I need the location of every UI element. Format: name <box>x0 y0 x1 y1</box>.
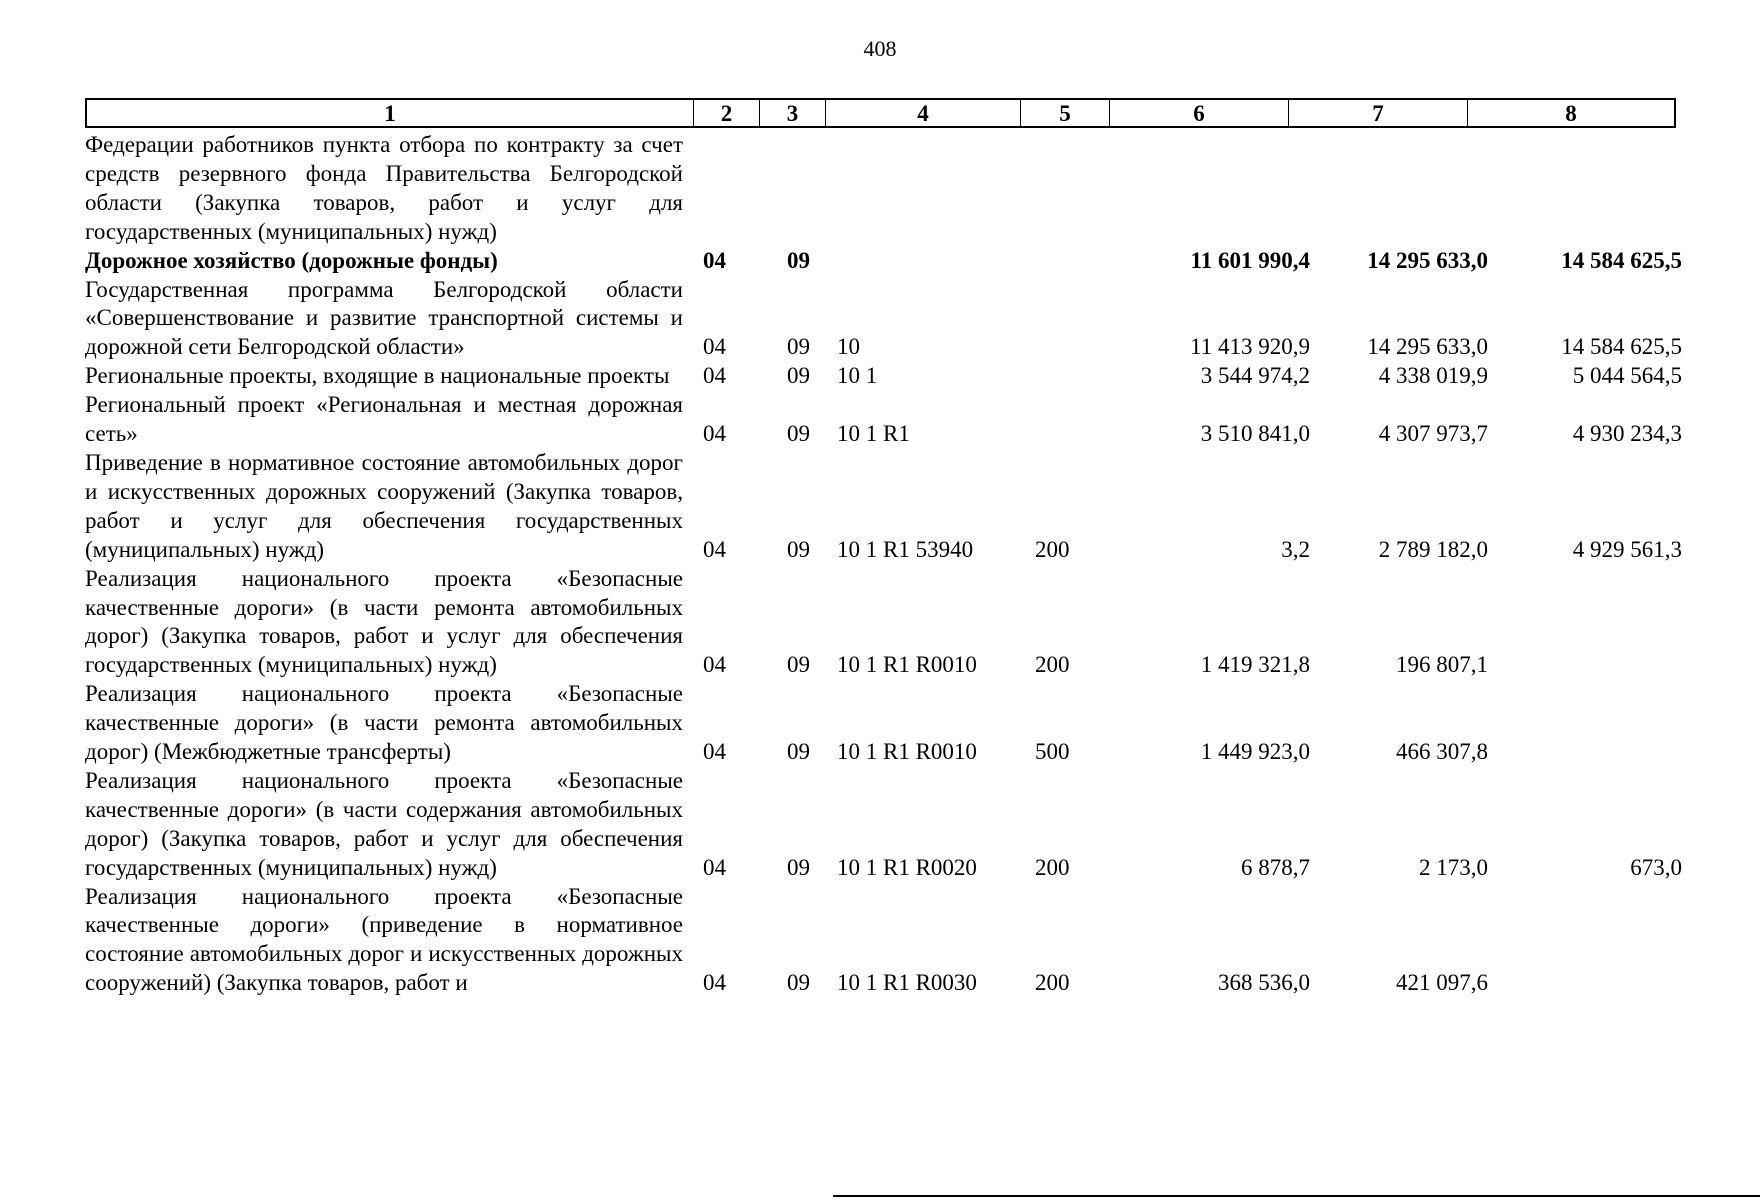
cell-amount-col7: 196 807,1 <box>1396 652 1488 678</box>
cell-target-code: 10 1 R1 R0010 <box>837 739 977 765</box>
cell-subsection: 09 <box>787 334 810 360</box>
header-col-2: 2 <box>694 100 760 126</box>
table-header <box>85 98 1676 128</box>
cell-amount-col6: 11 413 920,9 <box>1190 334 1310 360</box>
row-description: Дорожное хозяйство (дорожные фонды) <box>85 247 498 273</box>
cell-amount-col7: 14 295 633,0 <box>1367 334 1488 360</box>
cell-section: 04 <box>703 363 726 389</box>
header-col-8: 8 <box>1565 101 1577 126</box>
cell-target-code: 10 1 R1 <box>837 421 910 447</box>
cell-amount-col7: 421 097,6 <box>1396 970 1488 996</box>
cell-amount-col6: 368 536,0 <box>1218 970 1310 996</box>
table-row <box>85 131 1680 247</box>
row-description: Реализация национального проекта «Безопасные качественные дороги» (в части ремонта автомобильных дорог) (Закупка товаров, работ и услуг для обеспечения государственных (муниципальных) нужд) <box>85 565 683 678</box>
page-number: 408 <box>863 36 897 61</box>
cell-amount-col6: 6 878,7 <box>1241 854 1310 880</box>
cell-section: 04 <box>703 739 726 765</box>
cell-expense-type: 200 <box>1035 970 1070 996</box>
cell-subsection: 09 <box>787 536 810 562</box>
cell-target-code: 10 1 R1 R0010 <box>837 652 977 678</box>
header-col-7: 7 <box>1289 100 1468 126</box>
bottom-divider <box>833 1195 1760 1197</box>
cell-subsection: 09 <box>787 739 810 765</box>
cell-subsection: 09 <box>787 652 810 678</box>
cell-amount-col7: 466 307,8 <box>1396 739 1488 765</box>
row-description: Региональные проекты, входящие в национальные проекты <box>85 363 670 389</box>
cell-subsection: 09 <box>787 970 810 996</box>
row-description: Реализация национального проекта «Безопасные качественные дороги» (в части ремонта автомобильных дорог) (Межбюджетные трансферты) <box>85 681 683 765</box>
cell-section: 04 <box>703 536 726 562</box>
row-description: Реализация национального проекта «Безопасные качественные дороги» (в части содержания автомобильных дорог) (Закупка товаров, работ и услуг для обеспечения государственных (муниципальных) нужд) <box>85 767 683 880</box>
table-row <box>85 247 1680 276</box>
row-description: Реализация национального проекта «Безопасные качественные дороги» (приведение в нормативное состояние автомобильных дорог и искусственных дорожных сооружений) (Закупка товаров, работ и <box>85 883 683 996</box>
cell-amount-col6: 1 449 923,0 <box>1200 739 1310 765</box>
cell-amount-col6: 1 419 321,8 <box>1200 652 1310 678</box>
cell-expense-type: 200 <box>1035 652 1070 678</box>
cell-amount-col8: 673,0 <box>1630 854 1682 880</box>
cell-section: 04 <box>703 854 726 880</box>
table-row <box>85 362 1680 391</box>
row-description: Региональный проект «Региональная и местная дорожная сеть» <box>85 392 683 447</box>
cell-subsection: 09 <box>787 854 810 880</box>
cell-subsection: 09 <box>787 363 810 389</box>
cell-section: 04 <box>703 421 726 447</box>
cell-expense-type: 500 <box>1035 739 1070 765</box>
header-col-5: 5 <box>1021 100 1110 126</box>
cell-amount-col8: 5 044 564,5 <box>1572 363 1682 389</box>
cell-amount-col7: 14 295 633,0 <box>1367 247 1488 273</box>
cell-target-code: 10 1 R1 R0020 <box>837 854 977 880</box>
table-row <box>85 391 1680 449</box>
cell-section: 04 <box>703 334 726 360</box>
cell-amount-col8: 4 929 561,3 <box>1572 536 1682 562</box>
table-row <box>85 276 1680 363</box>
cell-amount-col8: 4 930 234,3 <box>1572 421 1682 447</box>
table-row <box>85 883 1680 999</box>
cell-amount-col6: 11 601 990,4 <box>1190 247 1310 273</box>
cell-expense-type: 200 <box>1035 536 1070 562</box>
cell-amount-col6: 3 544 974,2 <box>1200 363 1310 389</box>
cell-subsection: 09 <box>787 421 810 447</box>
header-col-3: 3 <box>760 100 826 126</box>
cell-amount-col7: 2 789 182,0 <box>1378 536 1488 562</box>
cell-subsection: 09 <box>787 247 810 273</box>
cell-amount-col8: 14 584 625,5 <box>1561 247 1682 273</box>
row-description: Федерации работников пункта отбора по контракту за счет средств резервного фонда Правительства Белгородской области (Закупка товаров, работ и услуг для государственных (муниципальных) нужд) <box>85 132 683 244</box>
header-col-1: 1 <box>87 100 694 126</box>
cell-amount-col6: 3,2 <box>1281 536 1310 562</box>
table-row <box>85 449 1680 565</box>
table-row <box>85 680 1680 767</box>
cell-amount-col6: 3 510 841,0 <box>1200 421 1310 447</box>
table-body <box>85 131 1680 998</box>
cell-section: 04 <box>703 247 726 273</box>
cell-target-code: 10 1 R1 53940 <box>837 536 974 562</box>
table-row <box>85 565 1680 681</box>
header-col-6: 6 <box>1110 100 1289 126</box>
cell-section: 04 <box>703 970 726 996</box>
cell-target-code: 10 1 <box>837 363 878 389</box>
cell-section: 04 <box>703 652 726 678</box>
cell-amount-col7: 2 173,0 <box>1419 854 1488 880</box>
row-description: Государственная программа Белгородской области «Совершенствование и развитие транспортной системы и дорожной сети Белгородской области» <box>85 276 683 360</box>
cell-amount-col7: 4 307 973,7 <box>1378 421 1488 447</box>
table-row <box>85 767 1680 883</box>
cell-target-code: 10 1 R1 R0030 <box>837 970 977 996</box>
cell-amount-col7: 4 338 019,9 <box>1378 363 1488 389</box>
row-description: Приведение в нормативное состояние автомобильных дорог и искусственных дорожных сооружений (Закупка товаров, работ и услуг для обеспечения государственных (муниципальных) нужд) <box>85 449 683 562</box>
cell-target-code: 10 <box>837 334 860 360</box>
cell-expense-type: 200 <box>1035 854 1070 880</box>
header-col-4: 4 <box>826 100 1021 126</box>
cell-amount-col8: 14 584 625,5 <box>1561 334 1682 360</box>
